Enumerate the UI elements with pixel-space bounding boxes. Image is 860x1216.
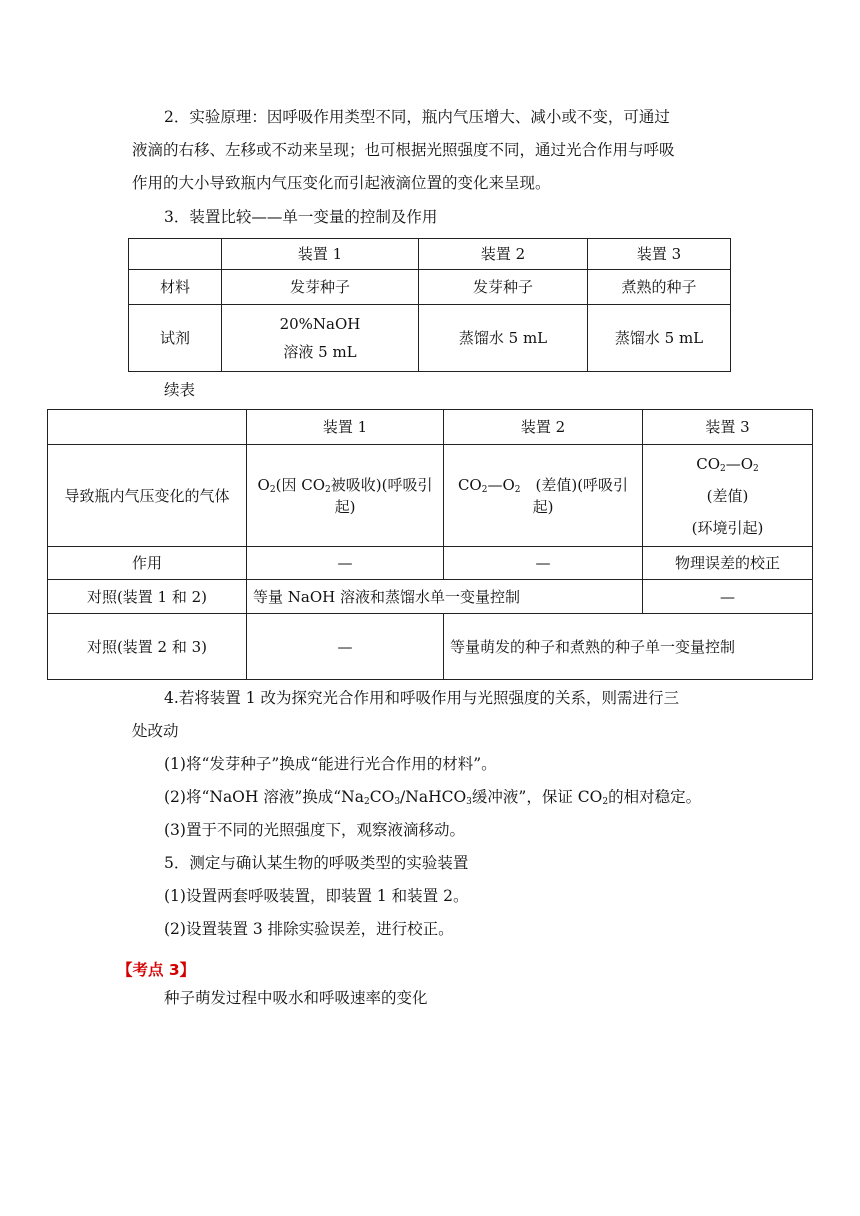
para4-line1: 4.若将装置 1 改为探究光合作用和呼吸作用与光照强度的关系，则需进行三	[164, 689, 680, 707]
table1-reagent-device3: 蒸馏水 5 mL	[588, 305, 731, 372]
table2-header-device3: 装置 3	[643, 410, 813, 445]
para4-item1: (1)将“发芽种子”换成“能进行光合作用的材料”。	[164, 755, 497, 773]
kaodian-text: 种子萌发过程中吸水和呼吸速率的变化	[164, 989, 428, 1007]
para4-item3: (3)置于不同的光照强度下，观察液滴移动。	[164, 821, 465, 839]
table2-control12-devices12: 等量 NaOH 溶液和蒸馏水单一变量控制	[247, 580, 643, 614]
para5-item1: (1)设置两套呼吸装置，即装置 1 和装置 2。	[164, 887, 469, 905]
table2-effect-label: 作用	[48, 547, 247, 580]
kaodian-heading: 【考点 3】	[117, 961, 196, 979]
table2-control12-label: 对照(装置 1 和 2)	[48, 580, 247, 614]
para4-line2: 处改动	[132, 722, 179, 740]
table2-gas-device1: $O_2$(因 $CO_2$被吸收)(呼吸引起)	[247, 445, 444, 547]
device-comparison-table-continued	[47, 409, 813, 680]
table1-header-device2: 装置 2	[419, 239, 588, 270]
para3-heading: 3．装置比较——单一变量的控制及作用	[164, 208, 438, 226]
table2-effect-device3: 物理误差的校正	[643, 547, 813, 580]
table1-material-device3: 煮熟的种子	[588, 270, 731, 305]
table1-header-device1: 装置 1	[222, 239, 419, 270]
para4-item2: (2)将“NaOH 溶液”换成“$Na_2CO_3/NaHCO_3$缓冲液”，保证 $CO_2$的相对稳定。	[164, 788, 702, 807]
table1-reagent-device2: 蒸馏水 5 mL	[419, 305, 588, 372]
table2-gas-device2: $CO_2—O_2$ (差值)(呼吸引起)	[444, 445, 643, 547]
table2-control23-devices23: 等量萌发的种子和煮熟的种子单一变量控制	[444, 614, 813, 680]
table2-effect-device1: —	[247, 547, 444, 580]
table2-control23-label: 对照(装置 2 和 3)	[48, 614, 247, 680]
table1-material-label: 材料	[129, 270, 222, 305]
para2-line1: 2．实验原理：因呼吸作用类型不同，瓶内气压增大、减小或不变，可通过	[164, 108, 670, 126]
table1-material-device2: 发芽种子	[419, 270, 588, 305]
table1-reagent-device1: 20%NaOH 溶液 5 mL	[222, 305, 419, 372]
para5-item2: (2)设置装置 3 排除实验误差，进行校正。	[164, 920, 454, 938]
table1-material-device1: 发芽种子	[222, 270, 419, 305]
table2-header-device2: 装置 2	[444, 410, 643, 445]
table2-gas-device3: $CO_2—O_2$ (差值) (环境引起)	[643, 445, 813, 547]
table2-control23-device1: —	[247, 614, 444, 680]
para2-line2: 液滴的右移、左移或不动来呈现；也可根据光照强度不同，通过光合作用与呼吸	[132, 141, 675, 159]
table2-effect-device2: —	[444, 547, 643, 580]
device-comparison-table	[128, 238, 731, 372]
para2-line3: 作用的大小导致瓶内气压变化而引起液滴位置的变化来呈现。	[132, 174, 551, 192]
continued-table-label: 续表	[164, 381, 196, 399]
para5-heading: 5．测定与确认某生物的呼吸类型的实验装置	[164, 854, 469, 872]
table2-control12-device3: —	[643, 580, 813, 614]
table1-header-device3: 装置 3	[588, 239, 731, 270]
table1-reagent-label: 试剂	[129, 305, 222, 372]
table2-gas-label: 导致瓶内气压变化的气体	[48, 445, 247, 547]
table2-header-device1: 装置 1	[247, 410, 444, 445]
